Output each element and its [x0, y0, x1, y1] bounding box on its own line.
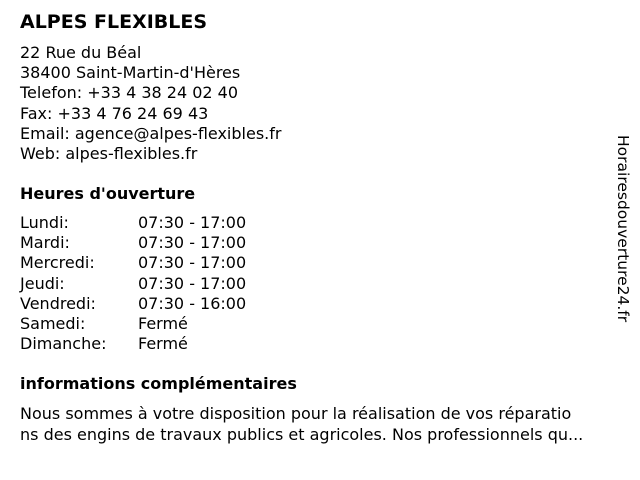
hours-day: Jeudi:: [20, 273, 65, 293]
hours-time: 07:30 - 17:00: [138, 233, 247, 253]
hours-time: Fermé: [138, 334, 188, 354]
hours-day: Mercredi:: [20, 253, 95, 273]
hours-time: 07:30 - 17:00: [138, 253, 247, 273]
website: Web: alpes-flexibles.fr: [20, 143, 198, 163]
description-line: Nous sommes à votre disposition pour la réalisation de vos réparatio: [20, 404, 572, 423]
site-watermark: Horairesdouverture24.fr: [614, 135, 632, 323]
hours-row-thursday: [20, 274, 246, 294]
business-name: ALPES FLEXIBLES: [20, 11, 208, 33]
hours-time: Fermé: [138, 313, 188, 333]
address-block: [20, 43, 281, 164]
description-line: ns des engins de travaux publics et agricoles. Nos professionnels qu...: [20, 425, 584, 444]
hours-row-saturday: [20, 314, 246, 334]
additional-info-text: [20, 403, 632, 445]
additional-info-heading: informations complémentaires: [20, 374, 297, 393]
fax-number: Fax: +33 4 76 24 69 43: [20, 103, 209, 123]
hours-time: 07:30 - 17:00: [138, 213, 247, 232]
street-address: 22 Rue du Béal: [20, 43, 142, 62]
hours-row-friday: [20, 294, 246, 314]
hours-day: Dimanche:: [20, 334, 107, 354]
hours-row-monday: [20, 213, 246, 233]
hours-day: Vendredi:: [20, 293, 96, 313]
postal-city: 38400 Saint-Martin-d'Hères: [20, 63, 241, 83]
hours-row-tuesday: [20, 233, 246, 253]
email-address: Email: agence@alpes-flexibles.fr: [20, 123, 282, 143]
hours-day: Lundi:: [20, 213, 69, 232]
hours-day: Samedi:: [20, 313, 86, 333]
hours-time: 07:30 - 17:00: [138, 273, 247, 293]
opening-hours-heading: Heures d'ouverture: [20, 184, 196, 203]
hours-row-wednesday: [20, 253, 246, 273]
hours-day: Mardi:: [20, 233, 70, 253]
hours-time: 07:30 - 16:00: [138, 293, 247, 313]
hours-row-sunday: [20, 334, 246, 354]
phone-number: Telefon: +33 4 38 24 02 40: [20, 83, 239, 103]
opening-hours-table: [20, 213, 246, 354]
